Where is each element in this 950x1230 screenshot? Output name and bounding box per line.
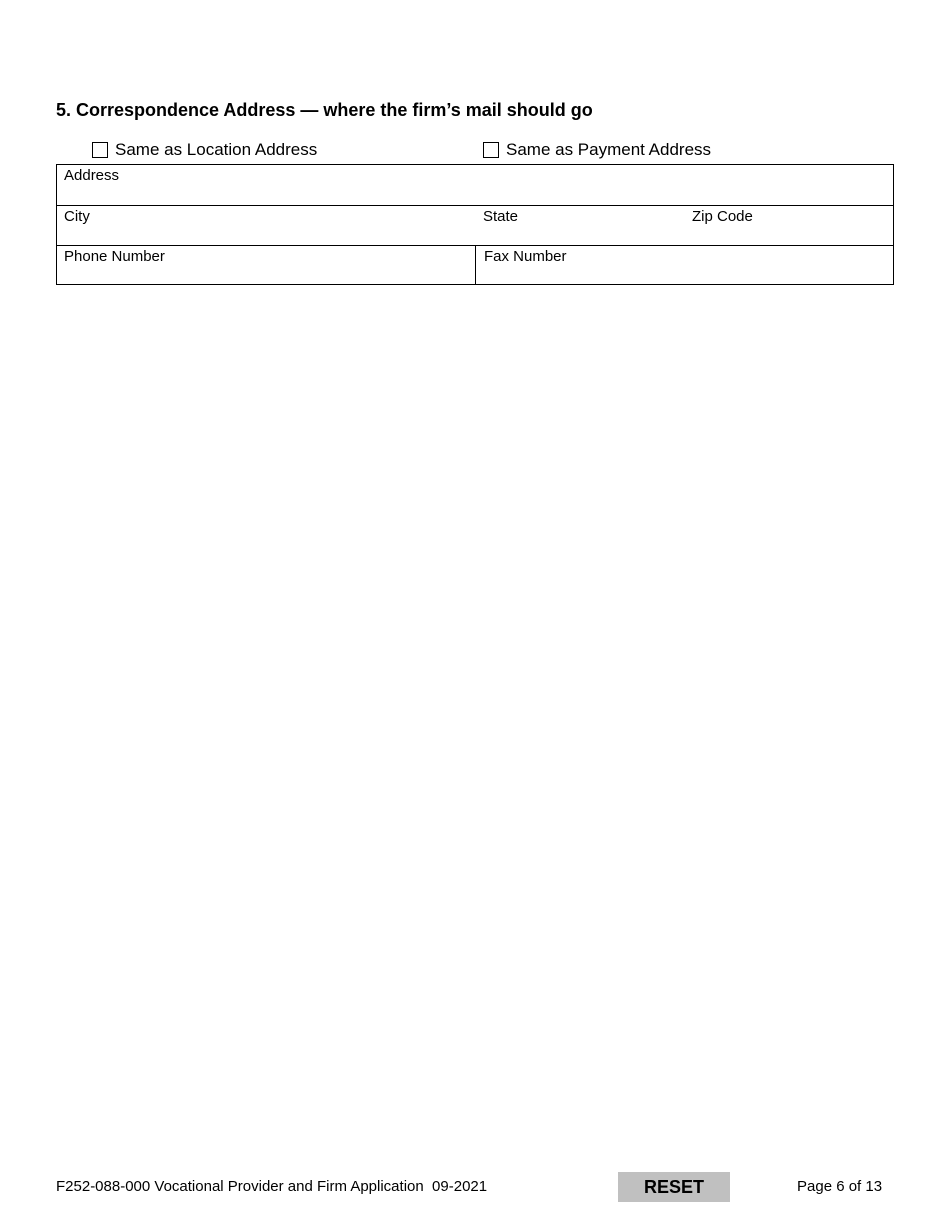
state-field[interactable] bbox=[476, 206, 684, 245]
zip-code-field[interactable] bbox=[685, 206, 893, 245]
same-as-location-checkbox[interactable] bbox=[92, 142, 108, 158]
same-as-location-option[interactable] bbox=[92, 140, 317, 160]
phone-number-field[interactable] bbox=[57, 246, 475, 285]
page-indicator: Page 6 of 13 bbox=[797, 1178, 883, 1195]
same-as-payment-checkbox[interactable] bbox=[483, 142, 499, 158]
zip-code-label: Zip Code bbox=[692, 208, 753, 225]
address-label: Address bbox=[64, 167, 120, 184]
same-as-payment-option[interactable] bbox=[483, 140, 711, 160]
phone-number-label: Phone Number bbox=[64, 248, 165, 265]
fax-number-label: Fax Number bbox=[484, 248, 567, 265]
fax-number-field[interactable] bbox=[476, 246, 893, 285]
phone-fax-row bbox=[57, 245, 893, 285]
same-as-payment-label: Same as Payment Address bbox=[506, 140, 712, 159]
reset-button[interactable]: RESET bbox=[618, 1172, 730, 1202]
same-as-location-label: Same as Location Address bbox=[115, 140, 318, 159]
form-id-footer: F252-088-000 Vocational Provider and Firm Application 09-2021 bbox=[56, 1178, 488, 1195]
state-label: State bbox=[483, 208, 519, 225]
city-field[interactable] bbox=[57, 206, 475, 245]
city-label: City bbox=[64, 208, 90, 225]
correspondence-address-form bbox=[56, 164, 894, 285]
section-title: 5. Correspondence Address — where the firm’s mail should go bbox=[56, 100, 593, 120]
address-field[interactable] bbox=[57, 165, 893, 205]
city-state-zip-row bbox=[57, 205, 893, 245]
